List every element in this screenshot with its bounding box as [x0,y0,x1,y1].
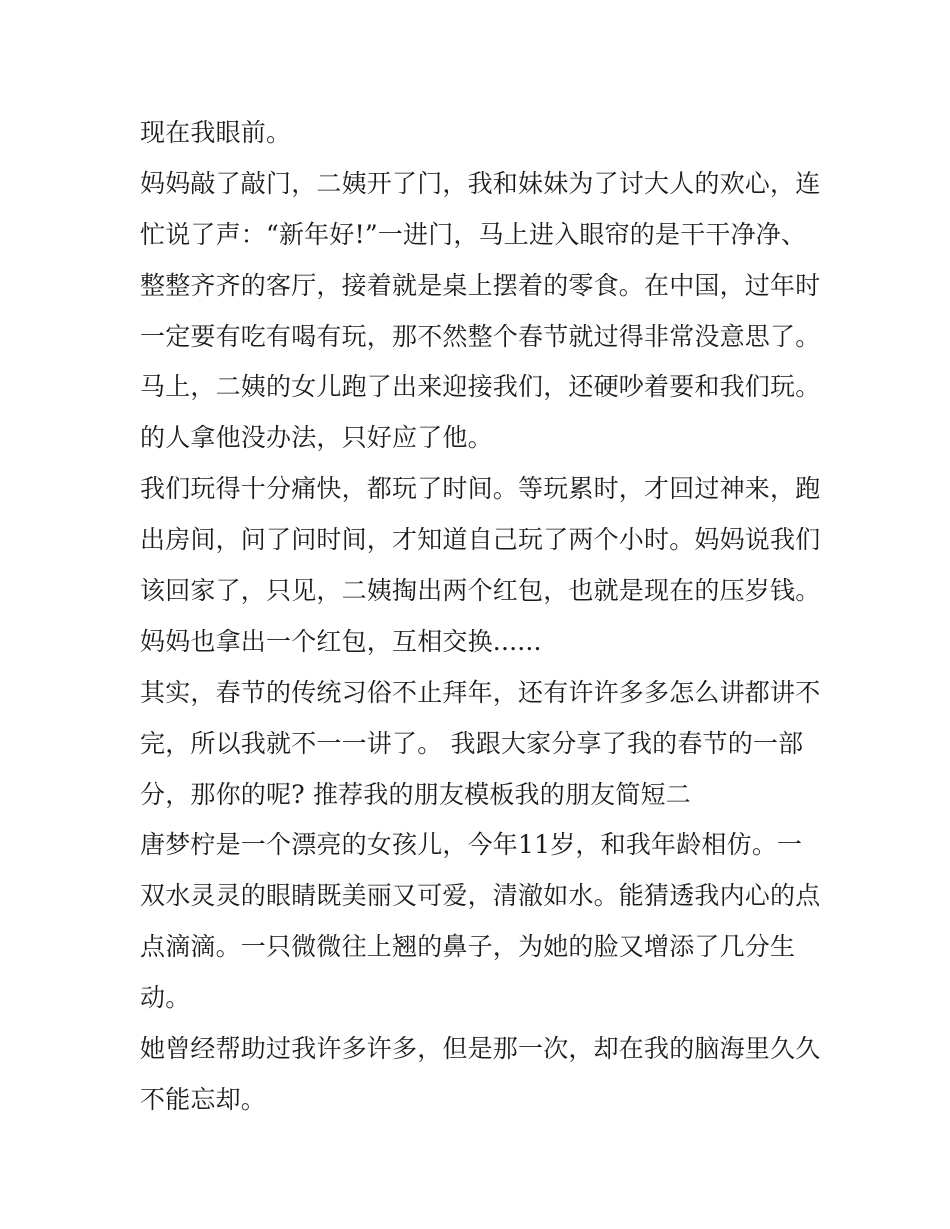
text-line: 完，所以我就不一一讲了。 我跟大家分享了我的春节的一部 [140,728,804,758]
text-line: 妈妈也拿出一个红包，互相交换...... [140,626,542,656]
text-line: 出房间，问了问时间，才知道自己玩了两个小时。妈妈说我们 [140,525,821,555]
text-line: 现在我眼前。 [140,118,292,147]
text-line: 她曾经帮助过我许多许多，但是那一次，却在我的脑海里久久 [140,1034,821,1064]
text-line: 唐梦柠是一个漂亮的女孩儿，今年11岁，和我年龄相仿。一 [140,830,803,860]
text-line: 其实，春节的传统习俗不止拜年，还有许许多多怎么讲都讲不 [140,677,821,707]
text-line: 分，那你的呢? 推荐我的朋友模板我的朋友简短二 [140,779,691,809]
text-line: 马上，二姨的女儿跑了出来迎接我们，还硬吵着要和我们玩。 [140,372,821,402]
body-text [140,108,830,1126]
text-line: 忙说了声：“新年好!”一进门，马上进入眼帘的是干干净净、 [140,219,807,249]
text-line: 整整齐齐的客厅，接着就是桌上摆着的零食。在中国，过年时 [140,270,821,300]
text-line: 的人拿他没办法，只好应了他。 [140,423,493,453]
text-line: 我们玩得十分痛快，都玩了时间。等玩累时，才回过神来，跑 [140,474,821,504]
text-line: 动。 [140,983,191,1013]
text-line: 妈妈敲了敲门，二姨开了门，我和妹妹为了讨大人的欢心，连 [140,168,821,198]
text-line: 不能忘却。 [140,1084,267,1114]
text-line: 双水灵灵的眼睛既美丽又可爱，清澈如水。能猜透我内心的点 [140,881,821,911]
text-line: 该回家了，只见，二姨掏出两个红包，也就是现在的压岁钱。 [140,576,821,606]
text-line: 一定要有吃有喝有玩，那不然整个春节就过得非常没意思了。 [140,321,821,351]
text-line: 点滴滴。一只微微往上翘的鼻子，为她的脸又增添了几分生 [140,932,796,962]
